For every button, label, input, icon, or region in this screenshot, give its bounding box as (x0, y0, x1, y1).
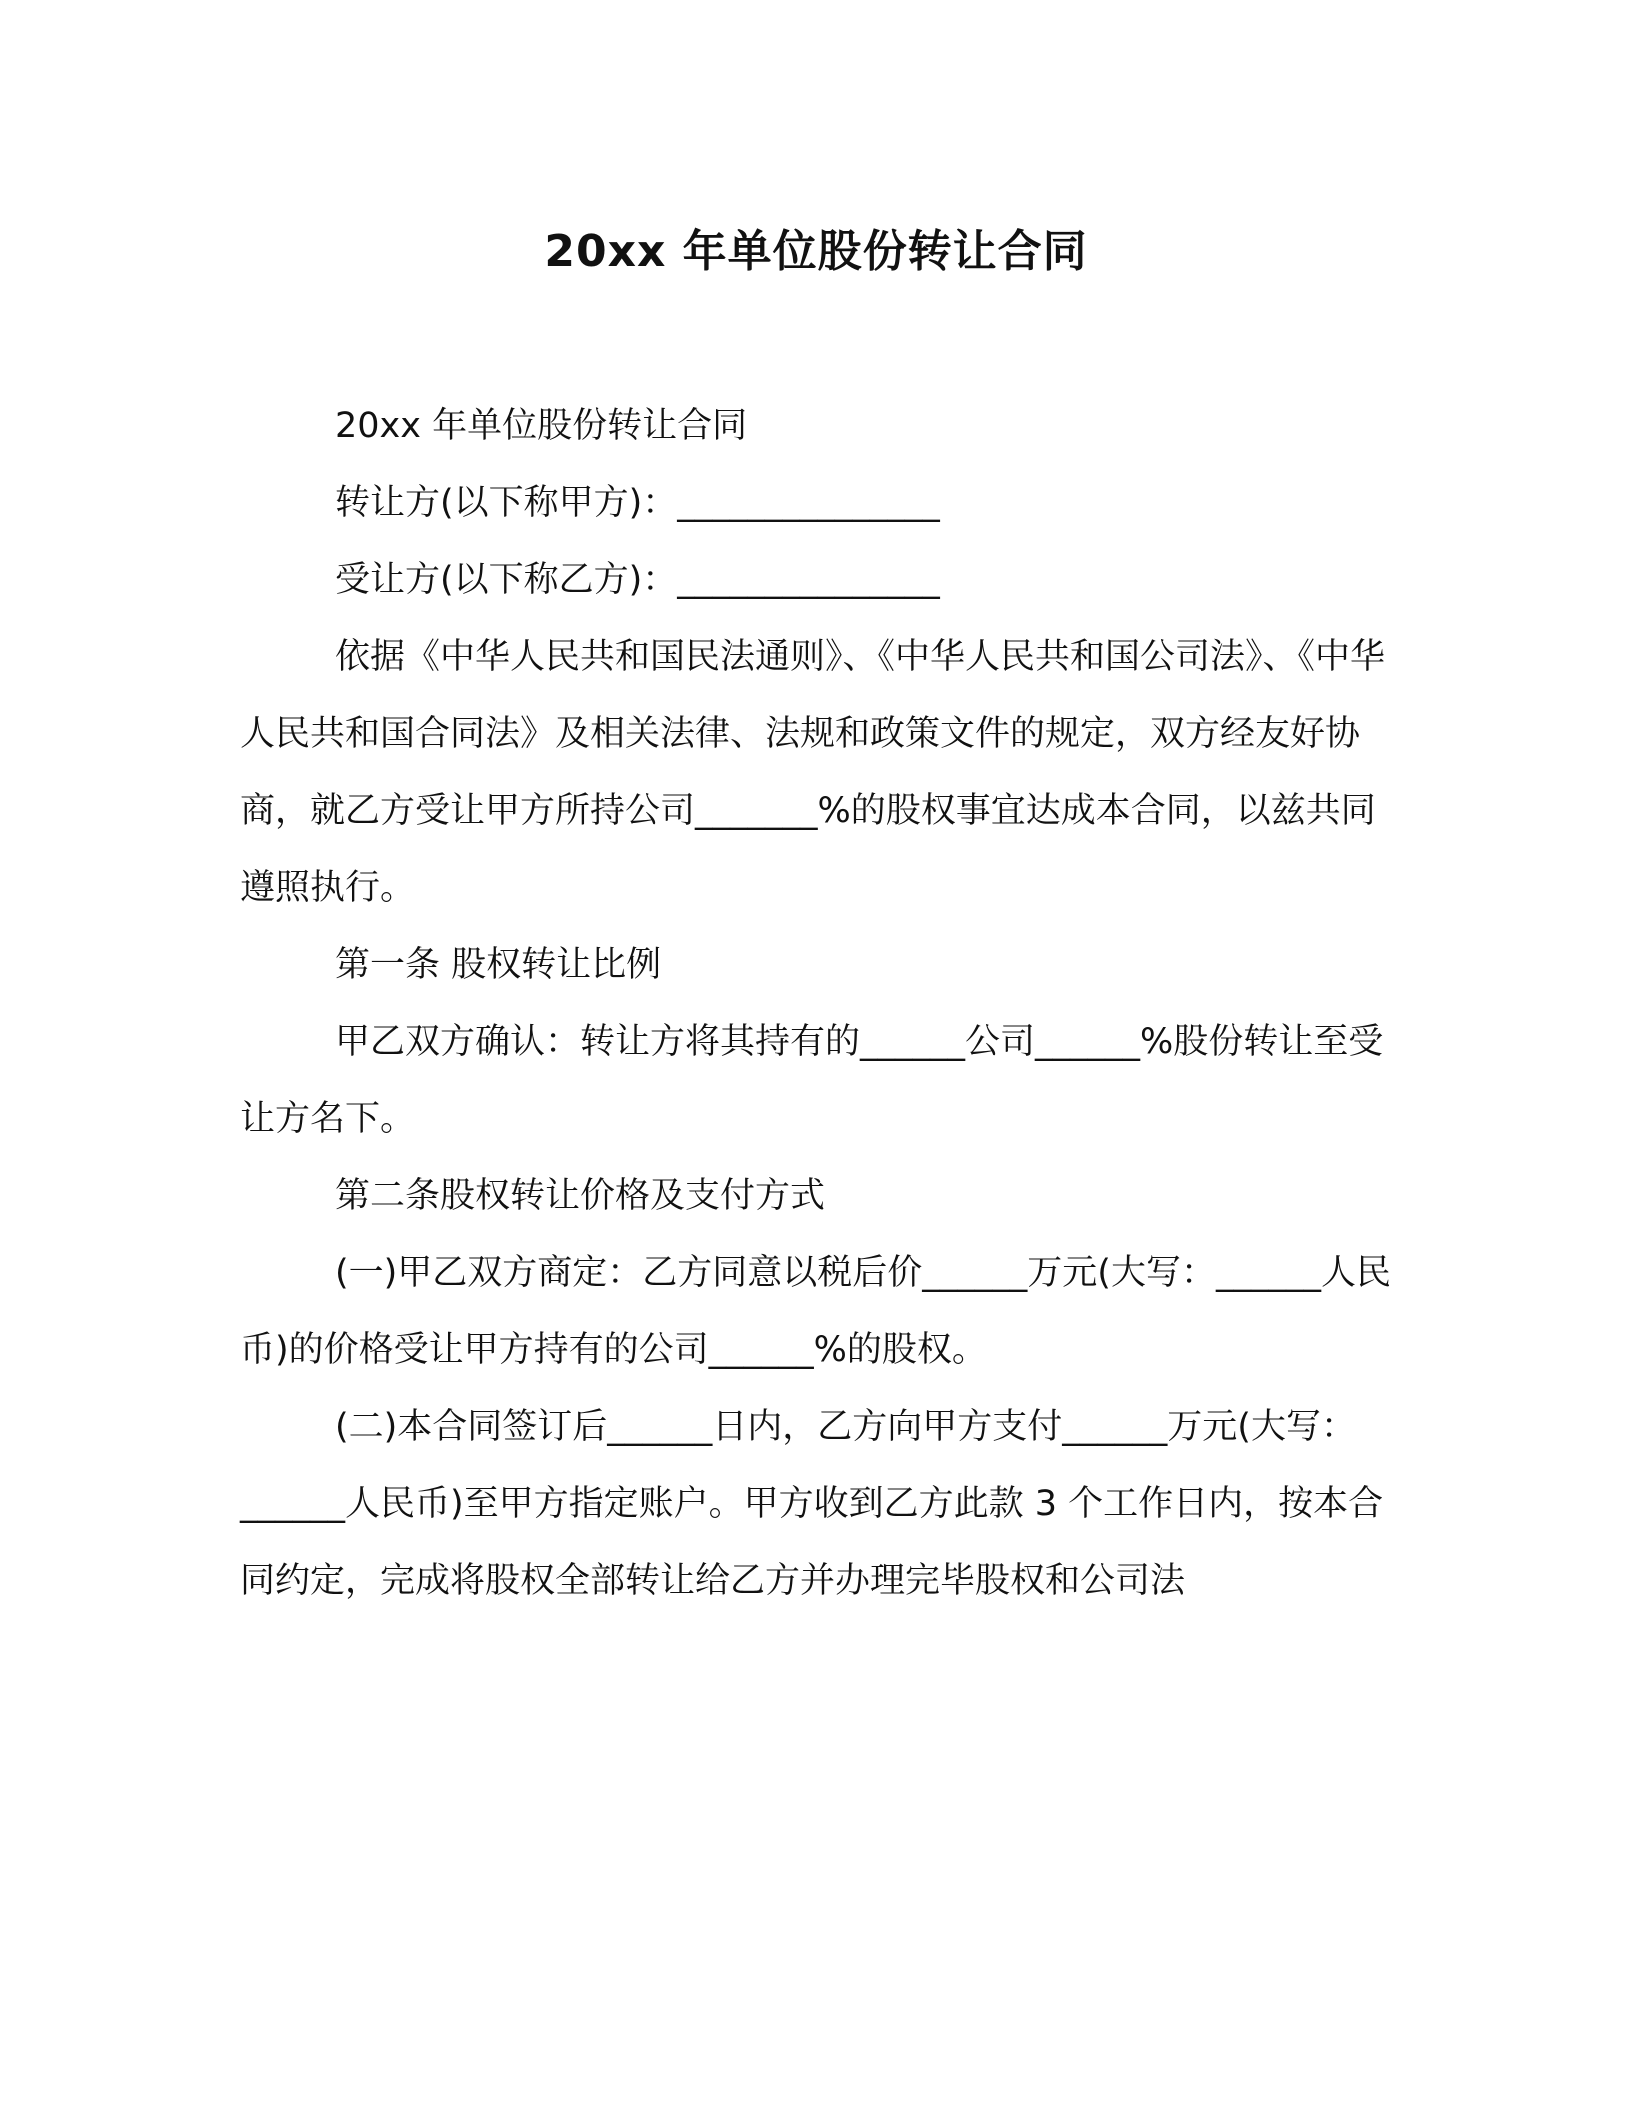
paragraph-article-2-heading: 第二条股权转让价格及支付方式 (335, 1176, 826, 1216)
paragraph-transferee: 受让方(以下称乙方)：_______________ (335, 560, 940, 600)
paragraph-article-2-item-2: (二)本合同签订后______日内，乙方向甲方支付______万元(大写：______人民币)至甲方指定账户。甲方收到乙方此款 3 个工作日内，按本合同约定，完成将股权全部转让给乙方并办理完毕股权和公司法 (240, 1407, 1384, 1601)
paragraph-legal-basis: 依据《中华人民共和国民法通则》、《中华人民共和国公司法》、《中华人民共和国合同法》及相关法律、法规和政策文件的规定，双方经友好协商，就乙方受让甲方所持公司_______%的股权事宜达成本合同，以兹共同遵照执行。 (240, 637, 1386, 908)
paragraph-article-1-heading: 第一条 股权转让比例 (335, 945, 662, 985)
paragraph-heading-repeat: 20xx 年单位股份转让合同 (335, 406, 748, 446)
paragraph-article-1-body: 甲乙双方确认：转让方将其持有的______公司______%股份转让至受让方名下。 (240, 1022, 1384, 1139)
paragraph-transferor: 转让方(以下称甲方)：_______________ (335, 483, 940, 523)
document-body (240, 388, 1400, 1620)
document-title: 20xx 年单位股份转让合同 (544, 226, 1088, 277)
paragraph-article-2-item-1: (一)甲乙双方商定：乙方同意以税后价______万元(大写：______人民币)的价格受让甲方持有的公司______%的股权。 (240, 1253, 1391, 1370)
